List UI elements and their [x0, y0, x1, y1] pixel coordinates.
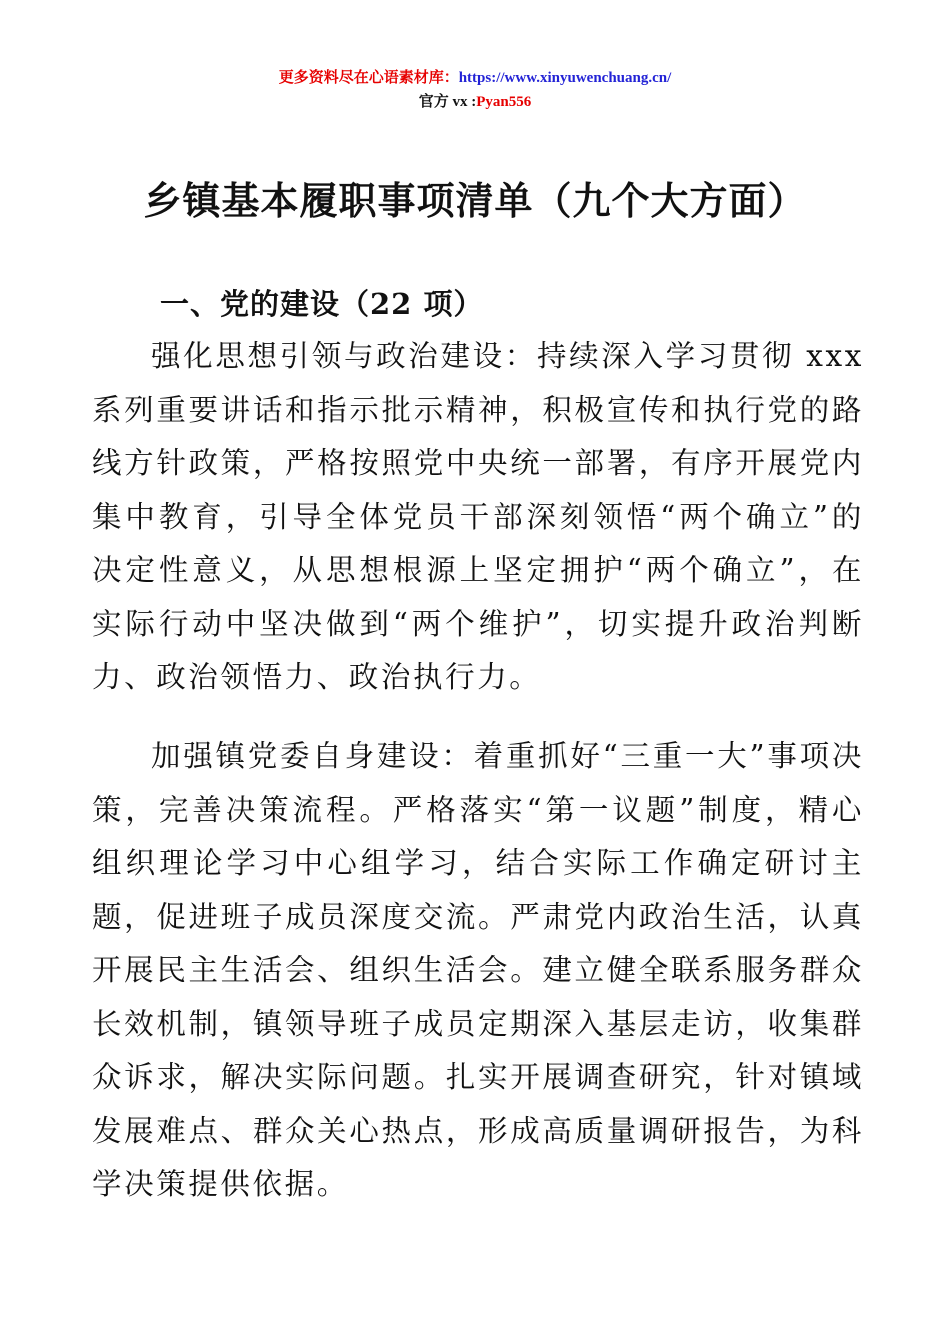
header-vx-label: 官方 vx : — [418, 94, 477, 110]
header-line-2 — [0, 90, 950, 114]
header-line-1 — [0, 66, 950, 90]
header-url-link[interactable]: https://www.xinyuwenchuang.cn/ — [458, 70, 672, 86]
body-paragraph-1 — [92, 330, 864, 705]
header-vx-id: Pyan556 — [476, 94, 532, 110]
paragraph-text: 强化思想引领与政治建设：持续深入学习贯彻 xxx 系列重要讲话和指示批示精神，积极宣传和执行党的路线方针政策，严格按照党中央统一部署，有序开展党内集中教育，引导全体党员干部深刻领悟“两个确立”的决定性意义，从思想根源上坚定拥护“两个确立”，在实际行动中坚决做到“两个维护”，切实提升政治判断力、政治领悟力、政治执行力。 — [92, 339, 864, 694]
body-paragraph-2 — [92, 730, 864, 1212]
page-header — [0, 66, 950, 114]
header-label: 更多资料尽在心语素材库： — [278, 70, 459, 86]
document-title: 乡镇基本履职事项清单（九个大方面） — [143, 178, 807, 223]
paragraph-text: 加强镇党委自身建设：着重抓好“三重一大”事项决策，完善决策流程。严格落实“第一议题”制度，精心组织理论学习中心组学习，结合实际工作确定研讨主题，促进班子成员深度交流。严肃党内政治生活，认真开展民主生活会、组织生活会。建立健全联系服务群众长效机制，镇领导班子成员定期深入基层走访，收集群众诉求，解决实际问题。扎实开展调查研究，针对镇域发展难点、群众关心热点，形成高质量调研报告，为科学决策提供依据。 — [92, 739, 864, 1201]
section-heading: 一、党的建设（22 项） — [160, 287, 484, 321]
